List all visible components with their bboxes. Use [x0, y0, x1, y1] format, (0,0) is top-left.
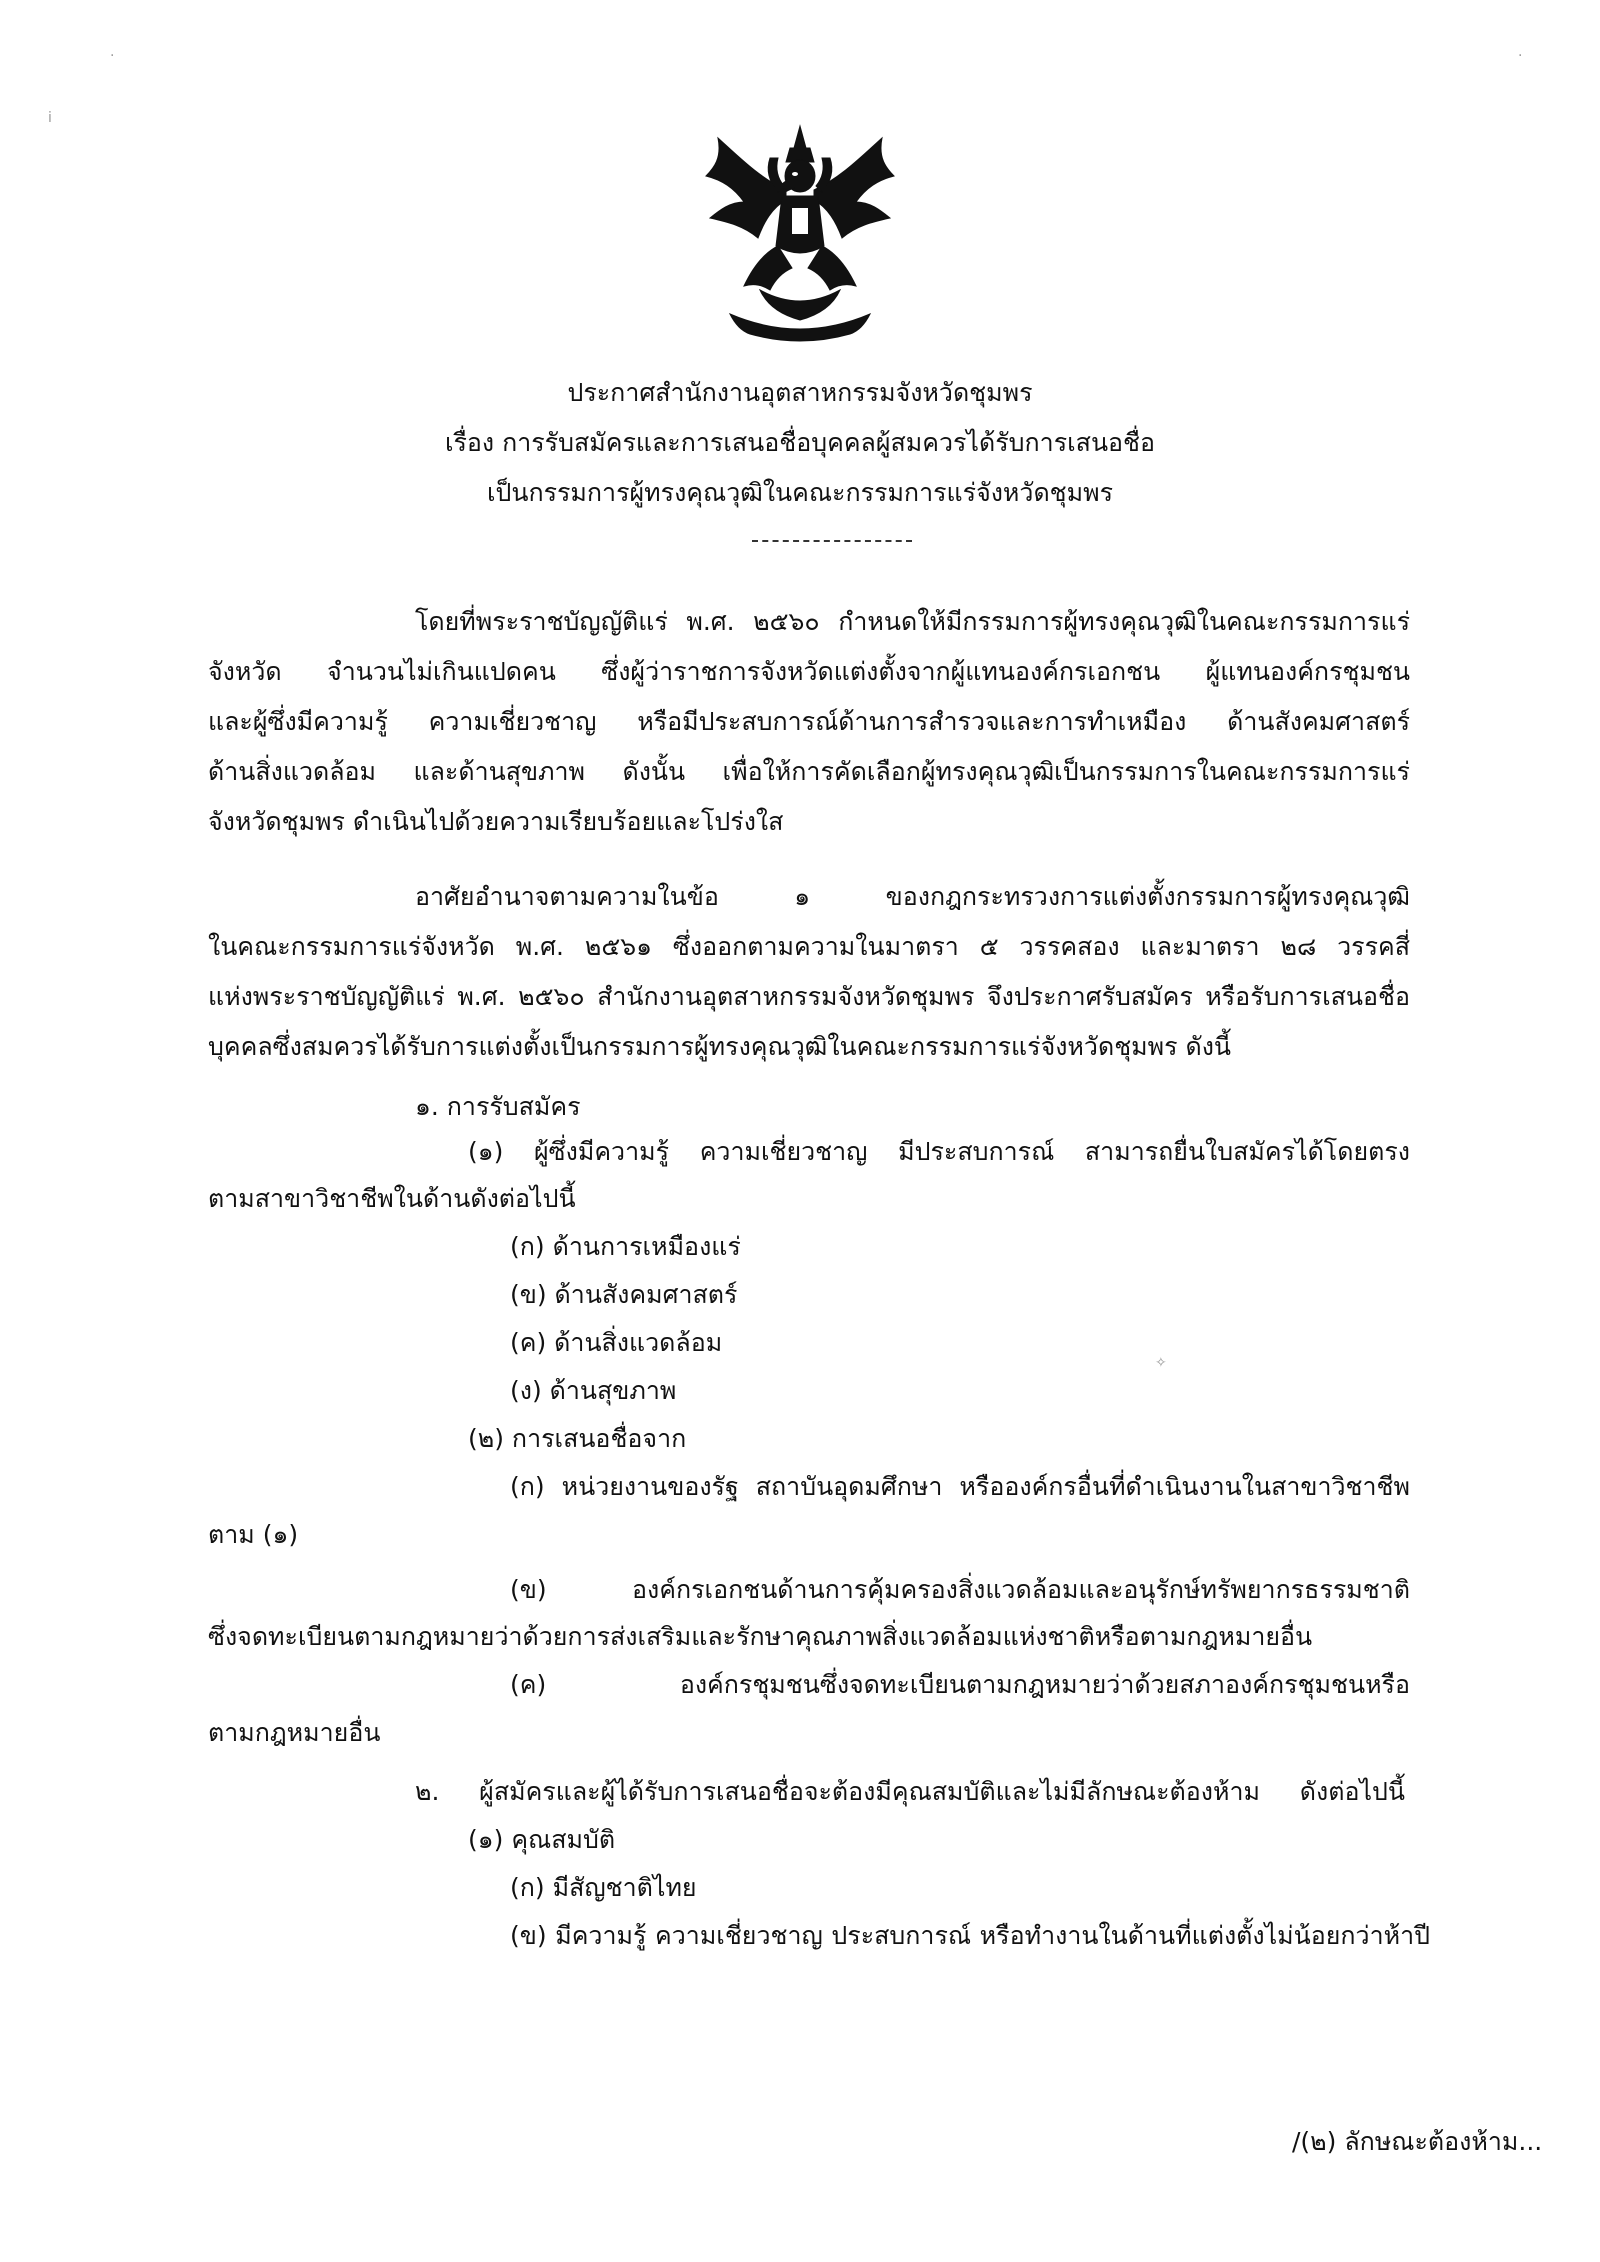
section1-item2-b: (ข) องค์กรเอกชนด้านการคุ้มครองสิ่งแวดล้อมและอนุรักษ์ทรัพยากรธรรมชาติ: [510, 1575, 1410, 1604]
para2-line: แห่งพระราชบัญญัติแร่ พ.ศ. ๒๕๖๐ สำนักงานอุตสาหกรรมจังหวัดชุมพร จึงประกาศรับสมัคร หรือรับการเสนอชื่อ: [208, 982, 1410, 1011]
section1-item2-a: (ก) หน่วยงานของรัฐ สถาบันอุดมศึกษา หรือองค์กรอื่นที่ดำเนินงานในสาขาวิชาชีพ: [510, 1472, 1410, 1501]
para1-line: จังหวัดชุมพร ดำเนินไปด้วยความเรียบร้อยและโปร่งใส: [208, 807, 784, 836]
section1-sub-item: (ข) ด้านสังคมศาสตร์: [510, 1280, 738, 1309]
announcement-subject-line2: เป็นกรรมการผู้ทรงคุณวุฒิในคณะกรรมการแร่จังหวัดชุมพร: [486, 478, 1114, 507]
garuda-emblem: [700, 118, 900, 343]
scan-speck: ·: [1518, 48, 1523, 64]
section1-sub-item: (ง) ด้านสุขภาพ: [510, 1376, 677, 1405]
announcement-title: ประกาศสำนักงานอุตสาหกรรมจังหวัดชุมพร: [567, 378, 1033, 407]
para1-line: และผู้ซึ่งมีความรู้ ความเชี่ยวชาญ หรือมีประสบการณ์ด้านการสำรวจและการทำเหมือง ด้านสังคมศาสตร์: [208, 707, 1410, 736]
section1-item2-c: (ค) องค์กรชุมชนซึ่งจดทะเบียนตามกฎหมายว่าด้วยสภาองค์กรชุมชนหรือ: [510, 1670, 1410, 1699]
section2-item1-a: (ก) มีสัญชาติไทย: [510, 1873, 697, 1902]
section2-item1-b: (ข) มีความรู้ ความเชี่ยวชาญ ประสบการณ์ หรือทำงานในด้านที่แต่งตั้งไม่น้อยกว่าห้าปี: [510, 1921, 1430, 1950]
heading-divider: [752, 540, 912, 542]
scan-speck: ⅰ: [48, 110, 52, 126]
para2-line: อาศัยอำนาจตามความในข้อ ๑ ของกฎกระทรวงการแต่งตั้งกรรมการผู้ทรงคุณวุฒิ: [415, 882, 1410, 911]
section2-title: ๒. ผู้สมัครและผู้ได้รับการเสนอชื่อจะต้องมีคุณสมบัติและไม่มีลักษณะต้องห้าม ดังต่อไปนี้: [415, 1777, 1405, 1806]
section1-item1-cont: ตามสาขาวิชาชีพในด้านดังต่อไปนี้: [208, 1184, 576, 1213]
para1-line: โดยที่พระราชบัญญัติแร่ พ.ศ. ๒๕๖๐ กำหนดให้มีกรรมการผู้ทรงคุณวุฒิในคณะกรรมการแร่: [415, 607, 1410, 636]
para1-line: ด้านสิ่งแวดล้อม และด้านสุขภาพ ดังนั้น เพื่อให้การคัดเลือกผู้ทรงคุณวุฒิเป็นกรรมการในคณะกรรมการแร่: [208, 757, 1410, 786]
section1-sub-item: (ก) ด้านการเหมืองแร่: [510, 1232, 741, 1261]
section2-item1: (๑) คุณสมบัติ: [468, 1825, 616, 1854]
continuation-marker: /(๒) ลักษณะต้องห้าม...: [1292, 2127, 1543, 2156]
section1-sub-item: (ค) ด้านสิ่งแวดล้อม: [510, 1328, 723, 1357]
section1-item2: (๒) การเสนอชื่อจาก: [468, 1424, 687, 1453]
announcement-subject: เรื่อง การรับสมัครและการเสนอชื่อบุคคลผู้สมควรได้รับการเสนอชื่อ: [444, 428, 1156, 457]
scan-speck: ·: [110, 48, 115, 64]
section1-title: ๑. การรับสมัคร: [415, 1092, 581, 1121]
section1-item2-b-cont: ซึ่งจดทะเบียนตามกฎหมายว่าด้วยการส่งเสริมและรักษาคุณภาพสิ่งแวดล้อมแห่งชาติหรือตามกฎหมายอื่น: [208, 1622, 1313, 1651]
para2-line: บุคคลซึ่งสมควรได้รับการแต่งตั้งเป็นกรรมการผู้ทรงคุณวุฒิในคณะกรรมการแร่จังหวัดชุมพร ดังนี้: [208, 1032, 1232, 1061]
section1-item2-a-cont: ตาม (๑): [208, 1520, 299, 1549]
scan-speck: ✧: [1155, 1355, 1167, 1371]
section1-item1: (๑) ผู้ซึ่งมีความรู้ ความเชี่ยวชาญ มีประสบการณ์ สามารถยื่นใบสมัครได้โดยตรง: [468, 1137, 1410, 1166]
para2-line: ในคณะกรรมการแร่จังหวัด พ.ศ. ๒๕๖๑ ซึ่งออกตามความในมาตรา ๕ วรรคสอง และมาตรา ๒๘ วรรคสี่: [208, 932, 1410, 961]
para1-line: จังหวัด จำนวนไม่เกินแปดคน ซึ่งผู้ว่าราชการจังหวัดแต่งตั้งจากผู้แทนองค์กรเอกชน ผู้แทนองค์กรชุมชน: [208, 657, 1410, 686]
section1-item2-c-cont: ตามกฎหมายอื่น: [208, 1718, 381, 1747]
